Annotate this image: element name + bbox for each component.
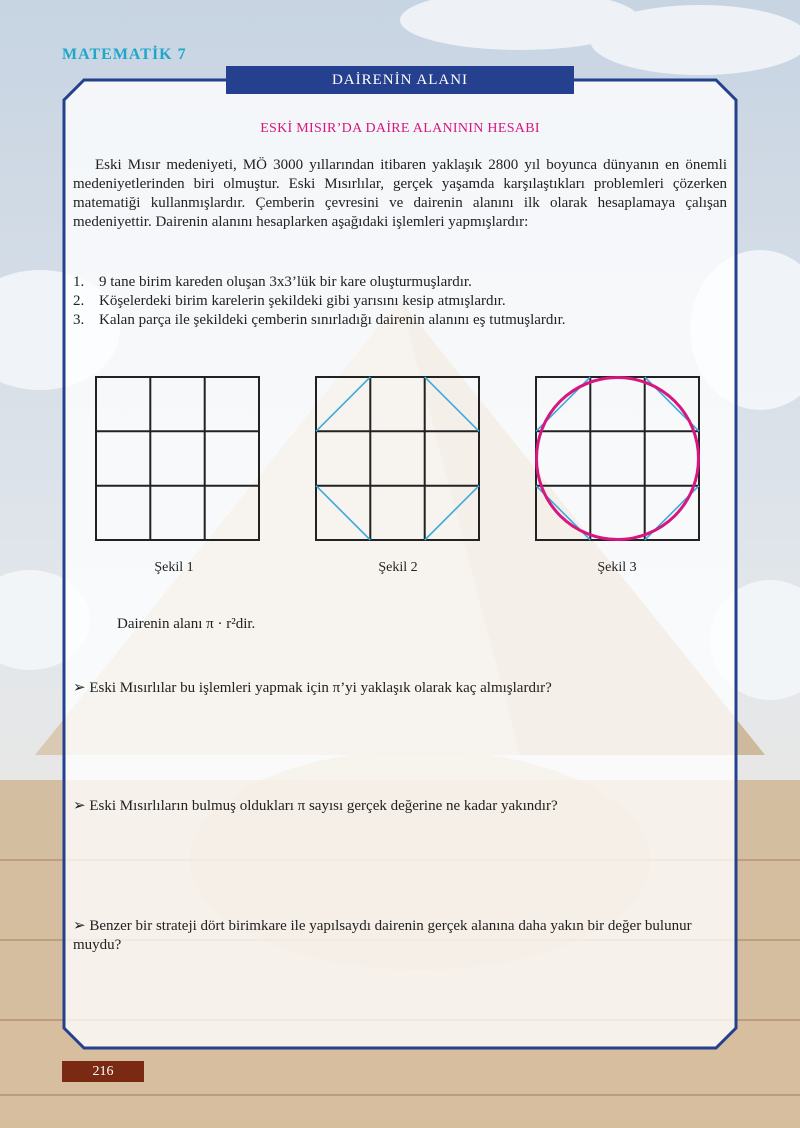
step-text: Köşelerdeki birim karelerin şekildeki gibi yarısını kesip atmışlardır.	[99, 293, 506, 309]
figure-3-circle	[537, 378, 699, 540]
question-text: Benzer bir strateji dört birimkare ile yapılsaydı dairenin gerçek alanına daha yakın bir değer bulunur muydu?	[73, 918, 692, 953]
figure-2-cut-lines	[316, 377, 479, 540]
step-text: 9 tane birim kareden oluşan 3x3’lük bir kare oluşturmuşlardır.	[99, 274, 472, 290]
book-title: MATEMATİK 7	[62, 46, 187, 63]
figure-1-caption: Şekil 1	[154, 560, 194, 575]
question-3	[73, 917, 727, 955]
step-number: 2.	[73, 293, 85, 309]
step-number: 1.	[73, 274, 85, 290]
question-1	[73, 679, 727, 698]
question-text: Eski Mısırlılar bu işlemleri yapmak için π’yi yaklaşık olarak kaç almışlardır?	[89, 680, 552, 696]
figure-2-caption: Şekil 2	[378, 560, 418, 575]
subsection-title: ESKİ MISIR’DA DAİRE ALANININ HESABI	[260, 121, 540, 136]
section-title-banner: DAİRENİN ALANI	[226, 66, 574, 94]
figure-2-grid	[316, 377, 479, 540]
question-2	[73, 797, 727, 816]
question-text: Eski Mısırlıların bulmuş oldukları π sayısı gerçek değerine ne kadar yakındır?	[89, 798, 558, 814]
step-number: 3.	[73, 312, 85, 328]
step-text: Kalan parça ile şekildeki çemberin sınırladığı dairenin alanını eş tutmuşlardır.	[99, 312, 566, 328]
arrow-bullet-icon: ➢	[73, 680, 86, 696]
arrow-bullet-icon: ➢	[73, 798, 86, 814]
page-number: 216	[62, 1061, 144, 1082]
figure-1-grid	[96, 377, 259, 540]
intro-paragraph: Eski Mısır medeniyeti, MÖ 3000 yıllarından itibaren yaklaşık 2800 yıl boyunca dünyanın en önemli medeniyetlerinden biri olmuştur. Eski Mısırlılar, gerçek yaşamda karşılaştıkları problemleri çözerken matematiği kullanmışlardır. Çemberin çevresini ve dairenin alanını ilk olarak hesaplamaya çalışan medeniyettir. Dairenin alanını hesaplarken aşağıdaki işlemleri yapmışlardır:	[73, 157, 727, 230]
arrow-bullet-icon: ➢	[73, 918, 86, 934]
figure-3-caption: Şekil 3	[597, 560, 637, 575]
area-formula: Dairenin alanı π · r²dir.	[117, 616, 256, 632]
